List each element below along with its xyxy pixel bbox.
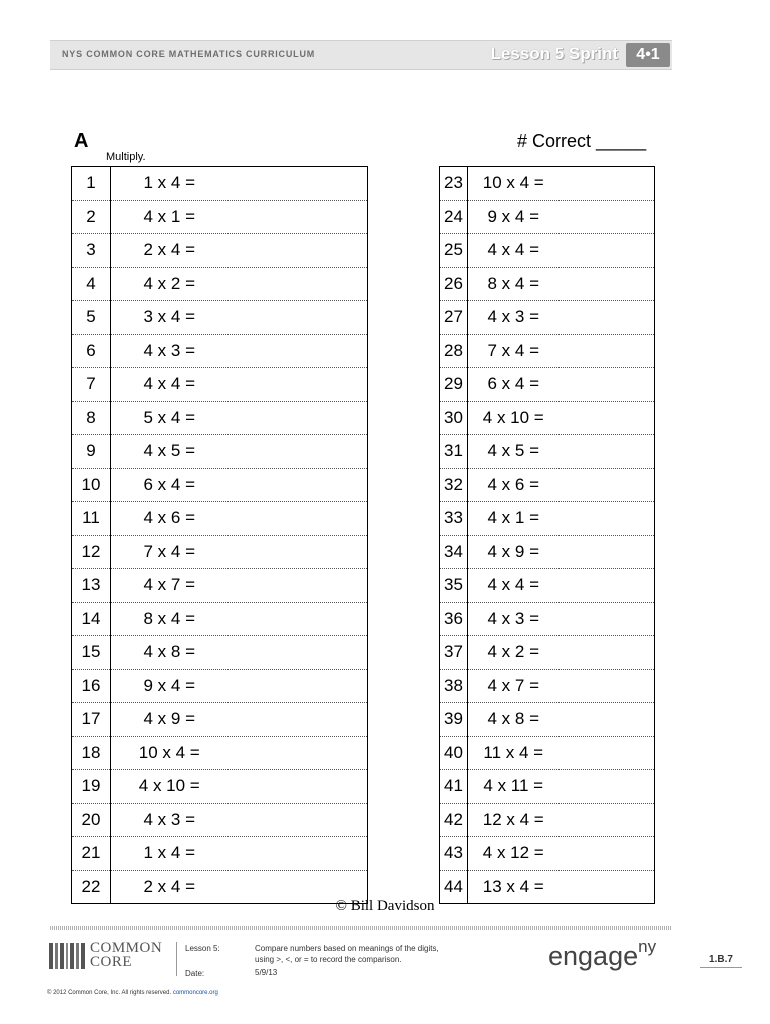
- problem-number: 2: [72, 200, 111, 234]
- answer-cell[interactable]: [228, 669, 368, 703]
- problem-number: 28: [440, 334, 468, 368]
- problem-expression: 4 x 9 =: [111, 703, 228, 737]
- sprint-letter: A: [74, 130, 89, 152]
- problem-expression: 4 x 10 =: [111, 770, 228, 804]
- problem-number: 30: [440, 401, 468, 435]
- problem-expression: 4 x 3 =: [111, 803, 228, 837]
- problem-number: 37: [440, 636, 468, 670]
- commoncore-link[interactable]: commoncore.org: [172, 990, 218, 996]
- answer-cell[interactable]: [559, 803, 655, 837]
- problem-number: 34: [440, 535, 468, 569]
- column-gap: [368, 200, 440, 234]
- problem-expression: 4 x 11 =: [468, 770, 559, 804]
- column-gap: [368, 435, 440, 469]
- answer-cell[interactable]: [228, 636, 368, 670]
- problem-number: 36: [440, 602, 468, 636]
- answer-cell[interactable]: [559, 468, 655, 502]
- column-gap: [368, 267, 440, 301]
- answer-cell[interactable]: [559, 167, 655, 201]
- problem-expression: 11 x 4 =: [468, 736, 559, 770]
- problem-number: 43: [440, 837, 468, 871]
- problem-expression: 10 x 4 =: [468, 167, 559, 201]
- problem-expression: 13 x 4 =: [468, 870, 559, 904]
- sprint-row: [72, 401, 655, 435]
- column-gap: [368, 703, 440, 737]
- answer-cell[interactable]: [559, 334, 655, 368]
- sprint-row: [72, 167, 655, 201]
- problem-number: 3: [72, 234, 111, 268]
- problem-expression: 8 x 4 =: [468, 267, 559, 301]
- problem-number: 13: [72, 569, 111, 603]
- answer-cell[interactable]: [228, 401, 368, 435]
- sprint-row: [72, 602, 655, 636]
- problem-expression: 4 x 5 =: [468, 435, 559, 469]
- answer-cell[interactable]: [559, 837, 655, 871]
- common-core-logo-icon: [49, 943, 85, 969]
- answer-cell[interactable]: [559, 770, 655, 804]
- curriculum-title: NYS COMMON CORE MATHEMATICS CURRICULUM: [62, 49, 316, 59]
- sprint-row: [72, 837, 655, 871]
- answer-cell[interactable]: [559, 368, 655, 402]
- page-header: [50, 40, 672, 70]
- sprint-row: [72, 770, 655, 804]
- problem-expression: 4 x 1 =: [468, 502, 559, 536]
- sprint-row: [72, 669, 655, 703]
- answer-cell[interactable]: [228, 502, 368, 536]
- sprint-row: [72, 636, 655, 670]
- problem-expression: 4 x 9 =: [468, 535, 559, 569]
- problem-expression: 12 x 4 =: [468, 803, 559, 837]
- copyright-notice: © 2012 Common Core, Inc. All rights reserved. commoncore.org: [47, 990, 218, 996]
- column-gap: [368, 368, 440, 402]
- problem-number: 33: [440, 502, 468, 536]
- problem-expression: 4 x 2 =: [111, 267, 228, 301]
- problem-number: 1: [72, 167, 111, 201]
- problem-expression: 4 x 3 =: [468, 602, 559, 636]
- answer-cell[interactable]: [228, 703, 368, 737]
- problem-expression: 4 x 8 =: [111, 636, 228, 670]
- problem-expression: 4 x 8 =: [468, 703, 559, 737]
- lesson-title: Lesson 5 Sprint: [490, 44, 618, 63]
- answer-cell[interactable]: [228, 602, 368, 636]
- column-gap: [368, 569, 440, 603]
- column-gap: [368, 636, 440, 670]
- sprint-row: [72, 301, 655, 335]
- answer-cell[interactable]: [559, 401, 655, 435]
- problem-number: 44: [440, 870, 468, 904]
- sprint-table: [71, 166, 655, 904]
- problem-number: 32: [440, 468, 468, 502]
- problem-expression: 4 x 3 =: [111, 334, 228, 368]
- module-badge: 4•1: [626, 43, 670, 67]
- problem-number: 39: [440, 703, 468, 737]
- problem-expression: 2 x 4 =: [111, 234, 228, 268]
- footer-vertical-divider: [176, 942, 177, 976]
- answer-cell[interactable]: [559, 535, 655, 569]
- problem-number: 21: [72, 837, 111, 871]
- answer-cell[interactable]: [559, 267, 655, 301]
- problem-expression: 1 x 4 =: [111, 167, 228, 201]
- date-value: 5/9/13: [255, 968, 278, 977]
- engageny-logo: engage$^{ny}$: [548, 937, 657, 971]
- problem-expression: 4 x 12 =: [468, 837, 559, 871]
- problem-number: 17: [72, 703, 111, 737]
- column-gap: [368, 736, 440, 770]
- problem-number: 23: [440, 167, 468, 201]
- sprint-row: [72, 803, 655, 837]
- answer-cell[interactable]: [228, 535, 368, 569]
- page-number: 1.B.7: [700, 954, 742, 968]
- problem-number: 16: [72, 669, 111, 703]
- column-gap: [368, 301, 440, 335]
- problem-expression: 8 x 4 =: [111, 602, 228, 636]
- answer-cell[interactable]: [228, 267, 368, 301]
- problem-expression: 4 x 1 =: [111, 200, 228, 234]
- column-gap: [368, 234, 440, 268]
- column-gap: [368, 401, 440, 435]
- problem-number: 12: [72, 535, 111, 569]
- problem-expression: 4 x 4 =: [111, 368, 228, 402]
- answer-cell[interactable]: [228, 803, 368, 837]
- answer-cell[interactable]: [228, 837, 368, 871]
- problem-number: 5: [72, 301, 111, 335]
- column-gap: [368, 669, 440, 703]
- answer-cell[interactable]: [228, 468, 368, 502]
- answer-cell[interactable]: [559, 502, 655, 536]
- sprint-row: [72, 569, 655, 603]
- problem-expression: 4 x 2 =: [468, 636, 559, 670]
- column-gap: [368, 837, 440, 871]
- answer-cell[interactable]: [559, 569, 655, 603]
- problem-expression: 9 x 4 =: [111, 669, 228, 703]
- sprint-row: [72, 535, 655, 569]
- correct-count-label: # Correct _____: [517, 131, 647, 151]
- problem-expression: 2 x 4 =: [111, 870, 228, 904]
- sprint-row: [72, 502, 655, 536]
- problem-number: 26: [440, 267, 468, 301]
- problem-number: 8: [72, 401, 111, 435]
- problem-number: 15: [72, 636, 111, 670]
- problem-expression: 10 x 4 =: [111, 736, 228, 770]
- sprint-row: [72, 368, 655, 402]
- problem-expression: 4 x 5 =: [111, 435, 228, 469]
- problem-expression: 4 x 6 =: [111, 502, 228, 536]
- problem-number: 40: [440, 736, 468, 770]
- answer-cell[interactable]: [228, 301, 368, 335]
- problem-expression: 4 x 4 =: [468, 234, 559, 268]
- answer-cell[interactable]: [559, 301, 655, 335]
- answer-cell[interactable]: [228, 167, 368, 201]
- problem-number: 18: [72, 736, 111, 770]
- problem-number: 27: [440, 301, 468, 335]
- problem-expression: 4 x 6 =: [468, 468, 559, 502]
- problem-expression: 9 x 4 =: [468, 200, 559, 234]
- footer-divider-rule: [50, 926, 672, 930]
- problem-expression: 7 x 4 =: [468, 334, 559, 368]
- problem-expression: 5 x 4 =: [111, 401, 228, 435]
- column-gap: [368, 502, 440, 536]
- answer-cell[interactable]: [559, 234, 655, 268]
- column-gap: [368, 535, 440, 569]
- lesson-label: Lesson 5:: [185, 944, 220, 953]
- answer-cell[interactable]: [228, 569, 368, 603]
- author-credit: © Bill Davidson: [335, 898, 435, 914]
- answer-cell[interactable]: [228, 368, 368, 402]
- problem-expression: 6 x 4 =: [468, 368, 559, 402]
- problem-number: 10: [72, 468, 111, 502]
- lesson-description: Compare numbers based on meanings of the digits, using >, <, or = to record the comparison.: [255, 944, 439, 964]
- problem-expression: 7 x 4 =: [111, 535, 228, 569]
- sprint-row: [72, 468, 655, 502]
- answer-cell[interactable]: [559, 435, 655, 469]
- answer-cell[interactable]: [228, 435, 368, 469]
- problem-number: 6: [72, 334, 111, 368]
- answer-cell[interactable]: [559, 636, 655, 670]
- answer-cell[interactable]: [228, 736, 368, 770]
- sprint-row: [72, 234, 655, 268]
- answer-cell[interactable]: [228, 234, 368, 268]
- problem-number: 9: [72, 435, 111, 469]
- problem-number: 25: [440, 234, 468, 268]
- column-gap: [368, 167, 440, 201]
- problem-expression: 6 x 4 =: [111, 468, 228, 502]
- sprint-row: [72, 703, 655, 737]
- problem-number: 19: [72, 770, 111, 804]
- problem-expression: 4 x 3 =: [468, 301, 559, 335]
- instruction-text: Multiply.: [106, 151, 146, 163]
- problem-number: 14: [72, 602, 111, 636]
- problem-expression: 1 x 4 =: [111, 837, 228, 871]
- answer-cell[interactable]: [228, 770, 368, 804]
- problem-number: 35: [440, 569, 468, 603]
- problem-expression: 3 x 4 =: [111, 301, 228, 335]
- answer-cell[interactable]: [559, 703, 655, 737]
- problem-number: 11: [72, 502, 111, 536]
- date-label: Date:: [185, 969, 205, 978]
- sprint-row: [72, 200, 655, 234]
- answer-cell[interactable]: [559, 200, 655, 234]
- problem-number: 24: [440, 200, 468, 234]
- problem-number: 31: [440, 435, 468, 469]
- sprint-row: [72, 435, 655, 469]
- common-core-logo-text: COMMON CORE: [90, 940, 163, 970]
- answer-cell[interactable]: [559, 736, 655, 770]
- problem-number: 20: [72, 803, 111, 837]
- problem-number: 4: [72, 267, 111, 301]
- column-gap: [368, 602, 440, 636]
- column-gap: [368, 770, 440, 804]
- column-gap: [368, 468, 440, 502]
- problem-number: 38: [440, 669, 468, 703]
- column-gap: [368, 334, 440, 368]
- answer-cell[interactable]: [228, 200, 368, 234]
- sprint-row: [72, 334, 655, 368]
- answer-cell[interactable]: [228, 334, 368, 368]
- sprint-row: [72, 736, 655, 770]
- problem-expression: 4 x 10 =: [468, 401, 559, 435]
- column-gap: [368, 803, 440, 837]
- problem-expression: 4 x 4 =: [468, 569, 559, 603]
- problem-expression: 4 x 7 =: [111, 569, 228, 603]
- problem-number: 7: [72, 368, 111, 402]
- problem-expression: 4 x 7 =: [468, 669, 559, 703]
- sprint-row: [72, 267, 655, 301]
- problem-number: 29: [440, 368, 468, 402]
- answer-cell[interactable]: [559, 602, 655, 636]
- answer-cell[interactable]: [559, 669, 655, 703]
- problem-number: 22: [72, 870, 111, 904]
- problem-number: 41: [440, 770, 468, 804]
- problem-number: 42: [440, 803, 468, 837]
